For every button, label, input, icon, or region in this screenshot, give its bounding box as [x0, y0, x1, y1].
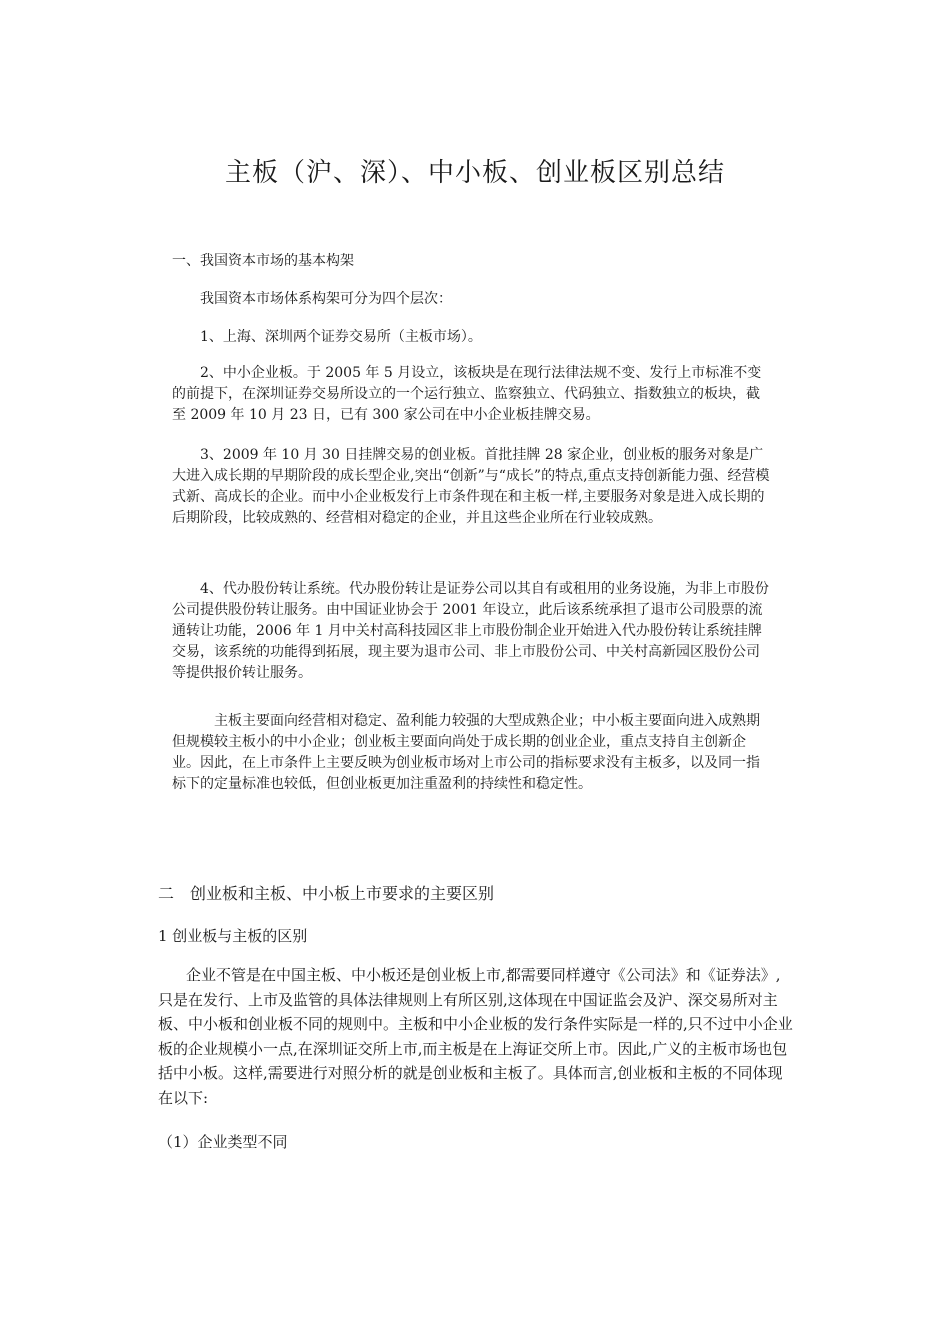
- section2-subheading: 1 创业板与主板的区别: [158, 927, 308, 945]
- section1-item-4: 4、代办股份转让系统。代办股份转让是证券公司以其自有或租用的业务设施，为非上市股份公司提供股份转让服务。由中国证业协会于 2001 年设立，此后该系统承担了退市公司股票的流通转让功能，2006 年 1 月中关村高科技园区非上市股份制企业开始进入代办股份转让系统挂牌交易，该系统的功能得到拓展，现主要为退市公司、非上市股份公司、中关村高新园区股份公司等提供报价转让服务。: [172, 581, 769, 681]
- section1-summary: 主板主要面向经营相对稳定、盈利能力较强的大型成熟企业；中小板主要面向进入成熟期但规模较主板小的中小企业；创业板主要面向尚处于成长期的创业企业，重点支持自主创新企业。因此，在上市条件上主要反映为创业板市场对上市公司的指标要求没有主板多，以及同一指标下的定量标准也较低，但创业板更加注重盈利的持续性和稳定性。: [172, 713, 760, 792]
- section2-point-1: （1）企业类型不同: [158, 1133, 288, 1151]
- section1-item-3: 3、2009 年 10 月 30 日挂牌交易的创业板。首批挂牌 28 家企业，创业板的服务对象是广大进入成长期的早期阶段的成长型企业,突出“创新”与“成长”的特点,重点支持创新能力强、经营模式新、高成长的企业。而中小企业板发行上市条件现在和主板一样,主要服务对象是进入成长期的后期阶段，比较成熟的、经营相对稳定的企业，并且这些企业所在行业较成熟。: [172, 447, 770, 526]
- document-title: 主板（沪、深）、中小板、创业板区别总结: [224, 158, 725, 188]
- section2-heading: 二 创业板和主板、中小板上市要求的主要区别: [158, 884, 495, 903]
- section1-intro: 我国资本市场体系构架可分为四个层次：: [200, 291, 452, 307]
- section2-paragraph: 企业不管是在中国主板、中小板还是创业板上市,都需要同样遵守《公司法》和《证券法》,只是在发行、上市及监管的具体法律规则上有所区别,这体现在中国证监会及沪、深交易所对主板、中小板和创业板不同的规则中。主板和中小企业板的发行条件实际是一样的,只不过中小企业板的企业规模小一点,在深圳证交所上市,而主板是在上海证交所上市。因此,广义的主板市场也包括中小板。这样,需要进行对照分析的就是创业板和主板了。具体而言,创业板和主板的不同体现在以下:: [158, 966, 793, 1107]
- section1-item-1: 1、上海、深圳两个证券交易所（主板市场）。: [200, 329, 482, 345]
- section1-item-2: 2、中小企业板。于 2005 年 5 月设立，该板块是在现行法律法规不变、发行上市标准不变的前提下，在深圳证券交易所设立的一个运行独立、监察独立、代码独立、指数独立的板块，截至 2009 年 10 月 23 日，已有 300 家公司在中小企业板挂牌交易。: [172, 365, 762, 423]
- section1-heading: 一、我国资本市场的基本构架: [172, 253, 354, 269]
